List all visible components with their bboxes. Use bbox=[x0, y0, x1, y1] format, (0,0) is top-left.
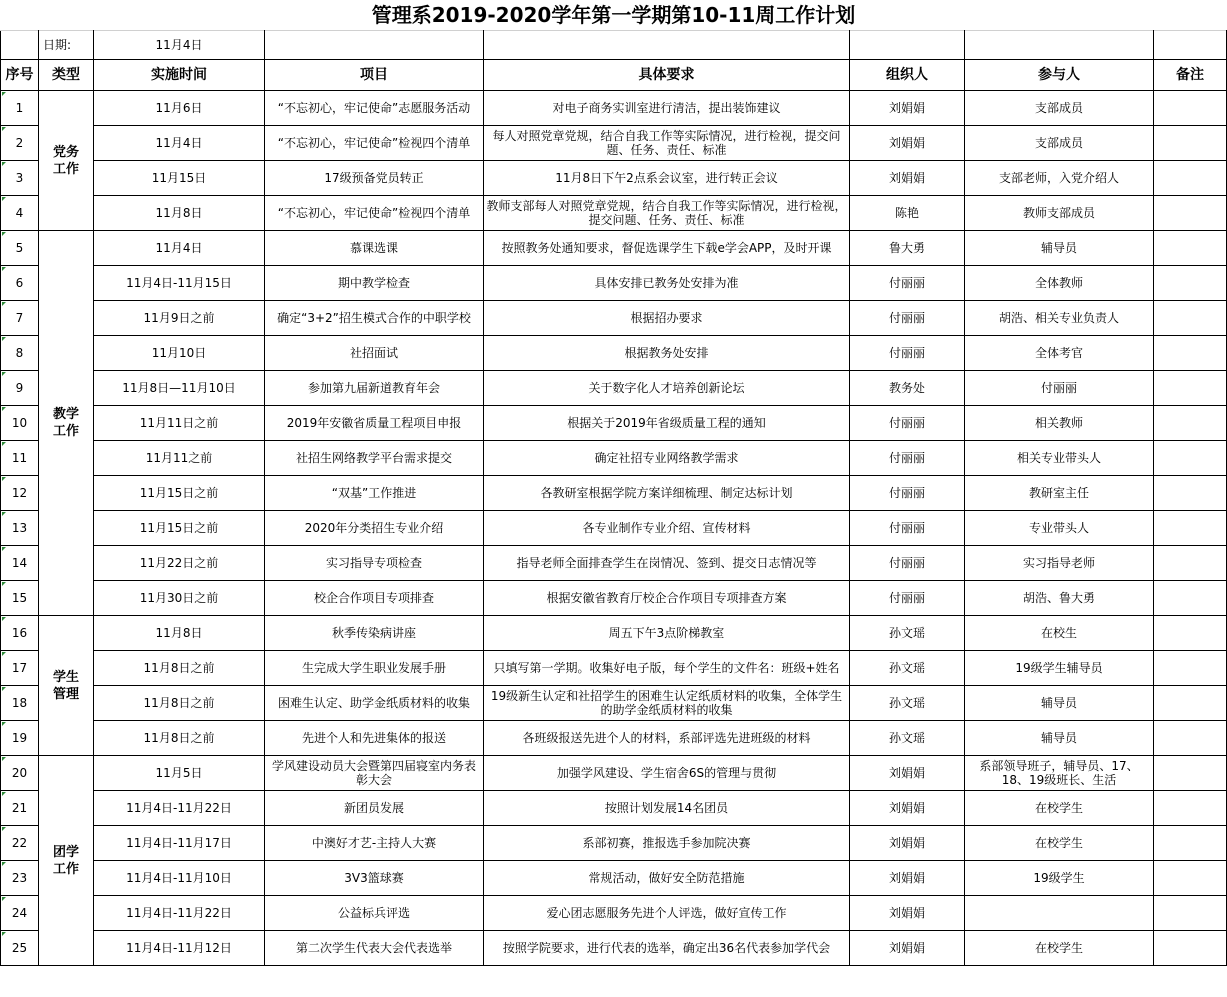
cell-time[interactable]: 11月10日 bbox=[94, 336, 265, 371]
cell-organizer[interactable]: 刘娟娟 bbox=[850, 91, 965, 126]
cell-note[interactable] bbox=[1154, 546, 1227, 581]
cell-participants[interactable]: 相关教师 bbox=[965, 406, 1154, 441]
cell-no[interactable]: 17 bbox=[1, 651, 39, 686]
cell-note[interactable] bbox=[1154, 266, 1227, 301]
cell-no[interactable]: 9 bbox=[1, 371, 39, 406]
cell-participants[interactable]: 教师支部成员 bbox=[965, 196, 1154, 231]
cell-participants[interactable]: 在校学生 bbox=[965, 931, 1154, 966]
cell-requirement[interactable]: 按照学院要求，进行代表的选举，确定出36名代表参加学代会 bbox=[484, 931, 850, 966]
date-value[interactable]: 11月4日 bbox=[94, 31, 265, 60]
cell-time[interactable]: 11月22日之前 bbox=[94, 546, 265, 581]
cell-requirement[interactable]: 根据教务处安排 bbox=[484, 336, 850, 371]
cell-note[interactable] bbox=[1154, 896, 1227, 931]
cell-note[interactable] bbox=[1154, 791, 1227, 826]
header-requirement[interactable]: 具体要求 bbox=[484, 60, 850, 91]
table-row bbox=[1, 896, 1227, 931]
cell-time[interactable]: 11月15日之前 bbox=[94, 511, 265, 546]
table-row bbox=[1, 686, 1227, 721]
cell-no[interactable]: 5 bbox=[1, 231, 39, 266]
cell-item[interactable]: 困难生认定、助学金纸质材料的收集 bbox=[265, 686, 484, 721]
cell-item[interactable]: “不忘初心，牢记使命”检视四个清单 bbox=[265, 126, 484, 161]
date-row-blank[interactable] bbox=[484, 31, 850, 60]
cell-participants[interactable]: 支部成员 bbox=[965, 126, 1154, 161]
cell-organizer[interactable]: 付丽丽 bbox=[850, 546, 965, 581]
cell-note[interactable] bbox=[1154, 686, 1227, 721]
table-row bbox=[1, 756, 1227, 791]
cell-time[interactable]: 11月8日 bbox=[94, 196, 265, 231]
cell-participants[interactable]: 胡浩、相关专业负责人 bbox=[965, 301, 1154, 336]
cell-note[interactable] bbox=[1154, 371, 1227, 406]
cell-no[interactable]: 22 bbox=[1, 826, 39, 861]
cell-time[interactable]: 11月11之前 bbox=[94, 441, 265, 476]
cell-item[interactable]: 公益标兵评选 bbox=[265, 896, 484, 931]
cell-requirement[interactable]: 11月8日下午2点系会议室，进行转正会议 bbox=[484, 161, 850, 196]
header-note[interactable]: 备注 bbox=[1154, 60, 1227, 91]
cell-participants[interactable]: 19级学生 bbox=[965, 861, 1154, 896]
cell-organizer[interactable]: 孙文瑶 bbox=[850, 721, 965, 756]
date-row-blank[interactable] bbox=[1154, 31, 1227, 60]
cell-requirement[interactable]: 关于数字化人才培养创新论坛 bbox=[484, 371, 850, 406]
cell-time[interactable]: 11月4日-11月17日 bbox=[94, 826, 265, 861]
cell-organizer[interactable]: 刘娟娟 bbox=[850, 791, 965, 826]
date-row-blank[interactable] bbox=[1, 31, 39, 60]
header-row bbox=[1, 60, 1227, 91]
cell-requirement[interactable]: 加强学风建设、学生宿舍6S的管理与贯彻 bbox=[484, 756, 850, 791]
cell-note[interactable] bbox=[1154, 406, 1227, 441]
cell-requirement[interactable]: 各班级报送先进个人的材料，系部评选先进班级的材料 bbox=[484, 721, 850, 756]
cell-no[interactable]: 10 bbox=[1, 406, 39, 441]
cell-requirement[interactable]: 具体安排已教务处安排为准 bbox=[484, 266, 850, 301]
cell-participants[interactable]: 辅导员 bbox=[965, 231, 1154, 266]
cell-note[interactable] bbox=[1154, 196, 1227, 231]
cell-organizer[interactable]: 鲁大勇 bbox=[850, 231, 965, 266]
cell-no[interactable]: 12 bbox=[1, 476, 39, 511]
cell-requirement[interactable]: 常规活动，做好安全防范措施 bbox=[484, 861, 850, 896]
cell-no[interactable]: 20 bbox=[1, 756, 39, 791]
cell-note[interactable] bbox=[1154, 161, 1227, 196]
cell-requirement[interactable]: 爱心团志愿服务先进个人评选，做好宣传工作 bbox=[484, 896, 850, 931]
table-row bbox=[1, 231, 1227, 266]
cell-requirement[interactable]: 19级新生认定和社招学生的困难生认定纸质材料的收集，全体学生的助学金纸质材料的收集 bbox=[484, 686, 850, 721]
cell-participants[interactable]: 在校生 bbox=[965, 616, 1154, 651]
cell-item[interactable]: 新团员发展 bbox=[265, 791, 484, 826]
cell-requirement[interactable]: 各教研室根据学院方案详细梳理、制定达标计划 bbox=[484, 476, 850, 511]
cell-participants[interactable]: 相关专业带头人 bbox=[965, 441, 1154, 476]
table-row bbox=[1, 511, 1227, 546]
cell-note[interactable] bbox=[1154, 301, 1227, 336]
cell-item[interactable]: 参加第九届新道教育年会 bbox=[265, 371, 484, 406]
header-item[interactable]: 项目 bbox=[265, 60, 484, 91]
cell-requirement[interactable]: 指导老师全面排查学生在岗情况、签到、提交日志情况等 bbox=[484, 546, 850, 581]
cell-note[interactable] bbox=[1154, 651, 1227, 686]
cell-time[interactable]: 11月15日 bbox=[94, 161, 265, 196]
cell-category[interactable]: 团学 工作 bbox=[39, 756, 94, 966]
cell-item[interactable]: 生完成大学生职业发展手册 bbox=[265, 651, 484, 686]
cell-item[interactable]: 学风建设动员大会暨第四届寝室内务表彰大会 bbox=[265, 756, 484, 791]
cell-time[interactable]: 11月4日-11月10日 bbox=[94, 861, 265, 896]
table-row bbox=[1, 476, 1227, 511]
table-row bbox=[1, 266, 1227, 301]
cell-time[interactable]: 11月8日之前 bbox=[94, 651, 265, 686]
cell-note[interactable] bbox=[1154, 511, 1227, 546]
cell-time[interactable]: 11月15日之前 bbox=[94, 476, 265, 511]
cell-item[interactable]: 2019年安徽省质量工程项目申报 bbox=[265, 406, 484, 441]
cell-note[interactable] bbox=[1154, 756, 1227, 791]
cell-category[interactable]: 教学 工作 bbox=[39, 231, 94, 616]
cell-no[interactable]: 11 bbox=[1, 441, 39, 476]
table-row bbox=[1, 721, 1227, 756]
table-row bbox=[1, 616, 1227, 651]
cell-no[interactable]: 23 bbox=[1, 861, 39, 896]
cell-item[interactable]: 中澳好才艺-主持人大赛 bbox=[265, 826, 484, 861]
cell-requirement[interactable]: 根据招办要求 bbox=[484, 301, 850, 336]
table-row bbox=[1, 441, 1227, 476]
cell-requirement[interactable]: 系部初赛，推报选手参加院决赛 bbox=[484, 826, 850, 861]
cell-organizer[interactable]: 刘娟娟 bbox=[850, 931, 965, 966]
cell-organizer[interactable]: 孙文瑶 bbox=[850, 651, 965, 686]
table-row bbox=[1, 91, 1227, 126]
table-row bbox=[1, 161, 1227, 196]
cell-item[interactable]: 社招生网络教学平台需求提交 bbox=[265, 441, 484, 476]
cell-time[interactable]: 11月8日之前 bbox=[94, 686, 265, 721]
cell-note[interactable] bbox=[1154, 616, 1227, 651]
cell-requirement[interactable]: 根据安徽省教育厅校企合作项目专项排查方案 bbox=[484, 581, 850, 616]
cell-requirement[interactable]: 确定社招专业网络教学需求 bbox=[484, 441, 850, 476]
cell-requirement[interactable]: 对电子商务实训室进行清洁，提出装饰建议 bbox=[484, 91, 850, 126]
cell-no[interactable]: 21 bbox=[1, 791, 39, 826]
date-row-blank[interactable] bbox=[965, 31, 1154, 60]
cell-organizer[interactable]: 刘娟娟 bbox=[850, 756, 965, 791]
date-label[interactable]: 日期: bbox=[39, 31, 94, 60]
cell-time[interactable]: 11月4日 bbox=[94, 126, 265, 161]
cell-item[interactable]: 慕课选课 bbox=[265, 231, 484, 266]
header-type[interactable]: 类型 bbox=[39, 60, 94, 91]
cell-requirement[interactable]: 教师支部每人对照党章党规，结合自我工作等实际情况，进行检视，提交问题、任务、责任、标准 bbox=[484, 196, 850, 231]
header-time[interactable]: 实施时间 bbox=[94, 60, 265, 91]
cell-no[interactable]: 15 bbox=[1, 581, 39, 616]
cell-item[interactable]: 第二次学生代表大会代表选举 bbox=[265, 931, 484, 966]
cell-item[interactable]: 校企合作项目专项排查 bbox=[265, 581, 484, 616]
cell-organizer[interactable]: 陈艳 bbox=[850, 196, 965, 231]
cell-participants[interactable]: 全体考官 bbox=[965, 336, 1154, 371]
cell-note[interactable] bbox=[1154, 231, 1227, 266]
cell-no[interactable]: 16 bbox=[1, 616, 39, 651]
cell-item[interactable]: “不忘初心，牢记使命”检视四个清单 bbox=[265, 196, 484, 231]
cell-item[interactable]: 先进个人和先进集体的报送 bbox=[265, 721, 484, 756]
cell-note[interactable] bbox=[1154, 336, 1227, 371]
sheet-title: 管理系2019-2020学年第一学期第10-11周工作计划 bbox=[371, 3, 856, 27]
cell-item[interactable]: 社招面试 bbox=[265, 336, 484, 371]
table-row bbox=[1, 546, 1227, 581]
cell-time[interactable]: 11月9日之前 bbox=[94, 301, 265, 336]
cell-participants[interactable]: 付丽丽 bbox=[965, 371, 1154, 406]
cell-requirement[interactable]: 根据关于2019年省级质量工程的通知 bbox=[484, 406, 850, 441]
table-row bbox=[1, 861, 1227, 896]
cell-no[interactable]: 19 bbox=[1, 721, 39, 756]
table-row bbox=[1, 581, 1227, 616]
table-row bbox=[1, 791, 1227, 826]
cell-item[interactable]: 秋季传染病讲座 bbox=[265, 616, 484, 651]
cell-participants[interactable]: 实习指导老师 bbox=[965, 546, 1154, 581]
cell-organizer[interactable]: 付丽丽 bbox=[850, 511, 965, 546]
cell-participants[interactable]: 胡浩、鲁大勇 bbox=[965, 581, 1154, 616]
cell-participants[interactable]: 全体教师 bbox=[965, 266, 1154, 301]
date-row-blank[interactable] bbox=[265, 31, 484, 60]
cell-no[interactable]: 2 bbox=[1, 126, 39, 161]
cell-participants[interactable]: 支部成员 bbox=[965, 91, 1154, 126]
cell-organizer[interactable]: 刘娟娟 bbox=[850, 861, 965, 896]
cell-time[interactable]: 11月30日之前 bbox=[94, 581, 265, 616]
cell-requirement[interactable]: 周五下午3点阶梯教室 bbox=[484, 616, 850, 651]
cell-participants[interactable]: 支部老师，入党介绍人 bbox=[965, 161, 1154, 196]
cell-time[interactable]: 11月4日-11月22日 bbox=[94, 896, 265, 931]
cell-note[interactable] bbox=[1154, 441, 1227, 476]
cell-no[interactable]: 7 bbox=[1, 301, 39, 336]
cell-item[interactable]: 实习指导专项检查 bbox=[265, 546, 484, 581]
table-row bbox=[1, 406, 1227, 441]
cell-item[interactable]: 3V3篮球赛 bbox=[265, 861, 484, 896]
table-row bbox=[1, 336, 1227, 371]
cell-participants[interactable]: 系部领导班子，辅导员、17、18、19级班长、生活 bbox=[965, 756, 1154, 791]
cell-no[interactable]: 14 bbox=[1, 546, 39, 581]
cell-organizer[interactable]: 孙文瑶 bbox=[850, 616, 965, 651]
cell-participants[interactable]: 19级学生辅导员 bbox=[965, 651, 1154, 686]
table-row bbox=[1, 301, 1227, 336]
table-row bbox=[1, 126, 1227, 161]
cell-category[interactable]: 学生 管理 bbox=[39, 616, 94, 756]
cell-no[interactable]: 6 bbox=[1, 266, 39, 301]
cell-participants[interactable]: 辅导员 bbox=[965, 686, 1154, 721]
header-no[interactable]: 序号 bbox=[1, 60, 39, 91]
cell-no[interactable]: 24 bbox=[1, 896, 39, 931]
cell-category[interactable]: 党务 工作 bbox=[39, 91, 94, 231]
work-plan-table bbox=[0, 30, 1227, 966]
cell-note[interactable] bbox=[1154, 826, 1227, 861]
cell-requirement[interactable]: 每人对照党章党规，结合自我工作等实际情况，进行检视，提交问题、任务、责任、标准 bbox=[484, 126, 850, 161]
cell-item[interactable]: “不忘初心，牢记使命”志愿服务活动 bbox=[265, 91, 484, 126]
cell-note[interactable] bbox=[1154, 126, 1227, 161]
cell-organizer[interactable]: 付丽丽 bbox=[850, 301, 965, 336]
cell-organizer[interactable]: 孙文瑶 bbox=[850, 686, 965, 721]
cell-participants[interactable]: 在校学生 bbox=[965, 826, 1154, 861]
cell-requirement[interactable]: 各专业制作专业介绍、宣传材料 bbox=[484, 511, 850, 546]
cell-time[interactable]: 11月8日 bbox=[94, 616, 265, 651]
cell-item[interactable]: “双基”工作推进 bbox=[265, 476, 484, 511]
cell-requirement[interactable]: 只填写第一学期。收集好电子版，每个学生的文件名：班级+姓名 bbox=[484, 651, 850, 686]
cell-note[interactable] bbox=[1154, 476, 1227, 511]
table-row bbox=[1, 931, 1227, 966]
date-row bbox=[1, 31, 1227, 60]
cell-item[interactable]: 确定“3+2”招生模式合作的中职学校 bbox=[265, 301, 484, 336]
cell-organizer[interactable]: 付丽丽 bbox=[850, 266, 965, 301]
cell-organizer[interactable]: 付丽丽 bbox=[850, 476, 965, 511]
cell-note[interactable] bbox=[1154, 581, 1227, 616]
table-row bbox=[1, 371, 1227, 406]
cell-participants[interactable]: 专业带头人 bbox=[965, 511, 1154, 546]
cell-no[interactable]: 3 bbox=[1, 161, 39, 196]
cell-organizer[interactable]: 教务处 bbox=[850, 371, 965, 406]
cell-organizer[interactable]: 付丽丽 bbox=[850, 336, 965, 371]
cell-organizer[interactable]: 刘娟娟 bbox=[850, 126, 965, 161]
cell-note[interactable] bbox=[1154, 931, 1227, 966]
cell-requirement[interactable]: 按照教务处通知要求，督促选课学生下载e学会APP，及时开课 bbox=[484, 231, 850, 266]
cell-requirement[interactable]: 按照计划发展14名团员 bbox=[484, 791, 850, 826]
date-row-blank[interactable] bbox=[850, 31, 965, 60]
cell-time[interactable]: 11月4日-11月12日 bbox=[94, 931, 265, 966]
cell-no[interactable]: 4 bbox=[1, 196, 39, 231]
cell-organizer[interactable]: 刘娟娟 bbox=[850, 896, 965, 931]
cell-organizer[interactable]: 刘娟娟 bbox=[850, 161, 965, 196]
header-organizer[interactable]: 组织人 bbox=[850, 60, 965, 91]
cell-participants[interactable] bbox=[965, 896, 1154, 931]
cell-note[interactable] bbox=[1154, 721, 1227, 756]
table-row bbox=[1, 826, 1227, 861]
cell-time[interactable]: 11月11日之前 bbox=[94, 406, 265, 441]
header-participants[interactable]: 参与人 bbox=[965, 60, 1154, 91]
cell-note[interactable] bbox=[1154, 91, 1227, 126]
table-row bbox=[1, 651, 1227, 686]
cell-time[interactable]: 11月4日-11月15日 bbox=[94, 266, 265, 301]
cell-participants[interactable]: 在校学生 bbox=[965, 791, 1154, 826]
cell-time[interactable]: 11月8日—11月10日 bbox=[94, 371, 265, 406]
cell-time[interactable]: 11月8日之前 bbox=[94, 721, 265, 756]
cell-no[interactable]: 8 bbox=[1, 336, 39, 371]
cell-note[interactable] bbox=[1154, 861, 1227, 896]
cell-organizer[interactable]: 付丽丽 bbox=[850, 581, 965, 616]
cell-time[interactable]: 11月6日 bbox=[94, 91, 265, 126]
cell-no[interactable]: 25 bbox=[1, 931, 39, 966]
cell-no[interactable]: 1 bbox=[1, 91, 39, 126]
cell-time[interactable]: 11月4日-11月22日 bbox=[94, 791, 265, 826]
cell-no[interactable]: 13 bbox=[1, 511, 39, 546]
cell-participants[interactable]: 教研室主任 bbox=[965, 476, 1154, 511]
cell-item[interactable]: 2020年分类招生专业介绍 bbox=[265, 511, 484, 546]
cell-item[interactable]: 期中教学检查 bbox=[265, 266, 484, 301]
cell-participants[interactable]: 辅导员 bbox=[965, 721, 1154, 756]
cell-organizer[interactable]: 付丽丽 bbox=[850, 406, 965, 441]
cell-time[interactable]: 11月5日 bbox=[94, 756, 265, 791]
table-row bbox=[1, 196, 1227, 231]
cell-item[interactable]: 17级预备党员转正 bbox=[265, 161, 484, 196]
cell-no[interactable]: 18 bbox=[1, 686, 39, 721]
cell-organizer[interactable]: 付丽丽 bbox=[850, 441, 965, 476]
cell-time[interactable]: 11月4日 bbox=[94, 231, 265, 266]
cell-organizer[interactable]: 刘娟娟 bbox=[850, 826, 965, 861]
